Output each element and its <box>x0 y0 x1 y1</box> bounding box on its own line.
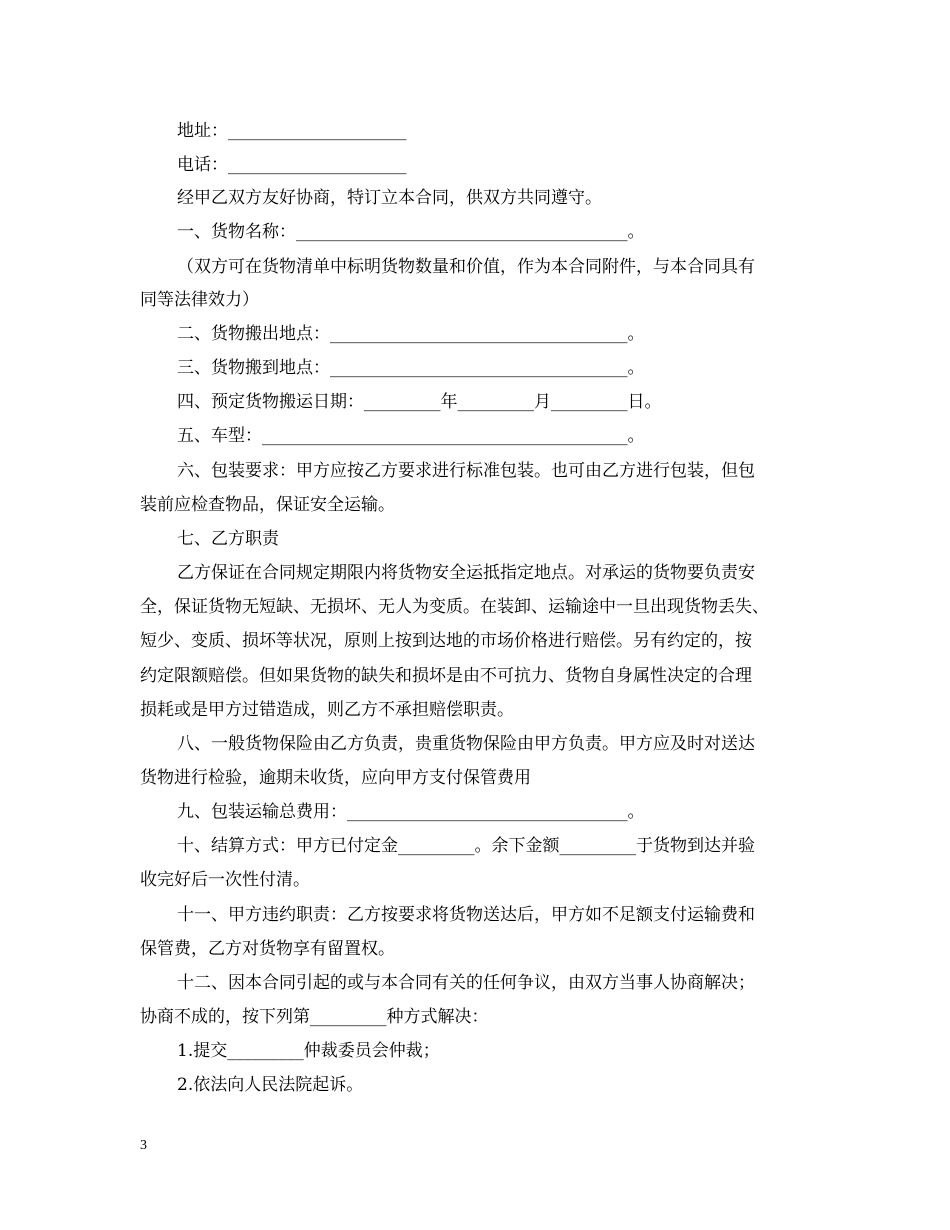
clause-1-note: （双方可在货物清单中标明货物数量和价值，作为本合同附件，与本合同具有 <box>177 257 755 277</box>
clause-6-packaging: 六、包装要求：甲方应按乙方要求进行标准包装。也可由乙方进行包装，但包 <box>177 461 755 481</box>
clause-7-text-1: 乙方保证在合同规定期限内将货物安全运抵指定地点。对承运的货物要负责安 <box>177 563 755 583</box>
clause-12-dispute-cont: 协商不成的，按下列第_________种方式解决： <box>140 1007 489 1027</box>
dispute-option-1: 1.提交_________仲裁委员会仲裁； <box>177 1041 440 1061</box>
clause-7-text-4: 约定限额赔偿。但如果货物的缺失和损坏是由不可抗力、货物自身属性决定的合理 <box>140 666 752 686</box>
clause-3-destination: 三、货物搬到地点：___________________________________。 <box>177 358 645 378</box>
intro-paragraph: 经甲乙双方友好协商，特订立本合同，供双方共同遵守。 <box>177 188 602 208</box>
clause-7-text-3: 短少、变质、损坏等状况，原则上按到达地的市场价格进行赔偿。另有约定的，按 <box>140 631 752 651</box>
clause-1-note-cont: 同等法律效力） <box>140 290 259 310</box>
clause-1-goods-name: 一、货物名称：_______________________________________。 <box>177 222 645 242</box>
clause-10-settlement-cont: 收完好后一次性付清。 <box>140 870 310 890</box>
clause-10-settlement: 十、结算方式：甲方已付定金_________。余下金额_________于货物到达并验 <box>177 836 755 856</box>
clause-6-packaging-cont: 装前应检查物品，保证安全运输。 <box>140 495 395 515</box>
clause-8-insurance: 八、一般货物保险由乙方负责，贵重货物保险由甲方负责。甲方应及时对送达 <box>177 734 755 754</box>
clause-12-dispute: 十二、因本合同引起的或与本合同有关的任何争议，由双方当事人协商解决； <box>177 973 755 993</box>
phone-line: 电话：_____________________ <box>177 155 407 175</box>
clause-2-origin: 二、货物搬出地点：___________________________________。 <box>177 324 645 344</box>
clause-7-text-5: 损耗或是甲方过错造成，则乙方不承担赔偿职责。 <box>140 700 514 720</box>
dispute-option-2: 2.依法向人民法院起诉。 <box>177 1075 364 1095</box>
clause-4-date: 四、预定货物搬运日期：_________年_________月_________日。 <box>177 392 662 412</box>
page-number: 3 <box>140 1138 147 1153</box>
clause-11-breach: 十一、甲方违约职责：乙方按要求将货物送达后，甲方如不足额支付运输费和 <box>177 905 755 925</box>
clause-5-vehicle: 五、车型：___________________________________________。 <box>177 426 645 446</box>
clause-7-text-2: 全，保证货物无短缺、无损坏、无人为变质。在装卸、运输途中一旦出现货物丢失、 <box>140 597 769 617</box>
address-line: 地址：_____________________ <box>177 121 407 141</box>
clause-8-insurance-cont: 货物进行检验，逾期未收货，应向甲方支付保管费用 <box>140 768 531 788</box>
clause-9-total-cost: 九、包装运输总费用：_________________________________。 <box>177 802 645 822</box>
clause-11-breach-cont: 保管费，乙方对货物享有留置权。 <box>140 939 395 959</box>
clause-7-heading: 七、乙方职责 <box>177 529 279 549</box>
